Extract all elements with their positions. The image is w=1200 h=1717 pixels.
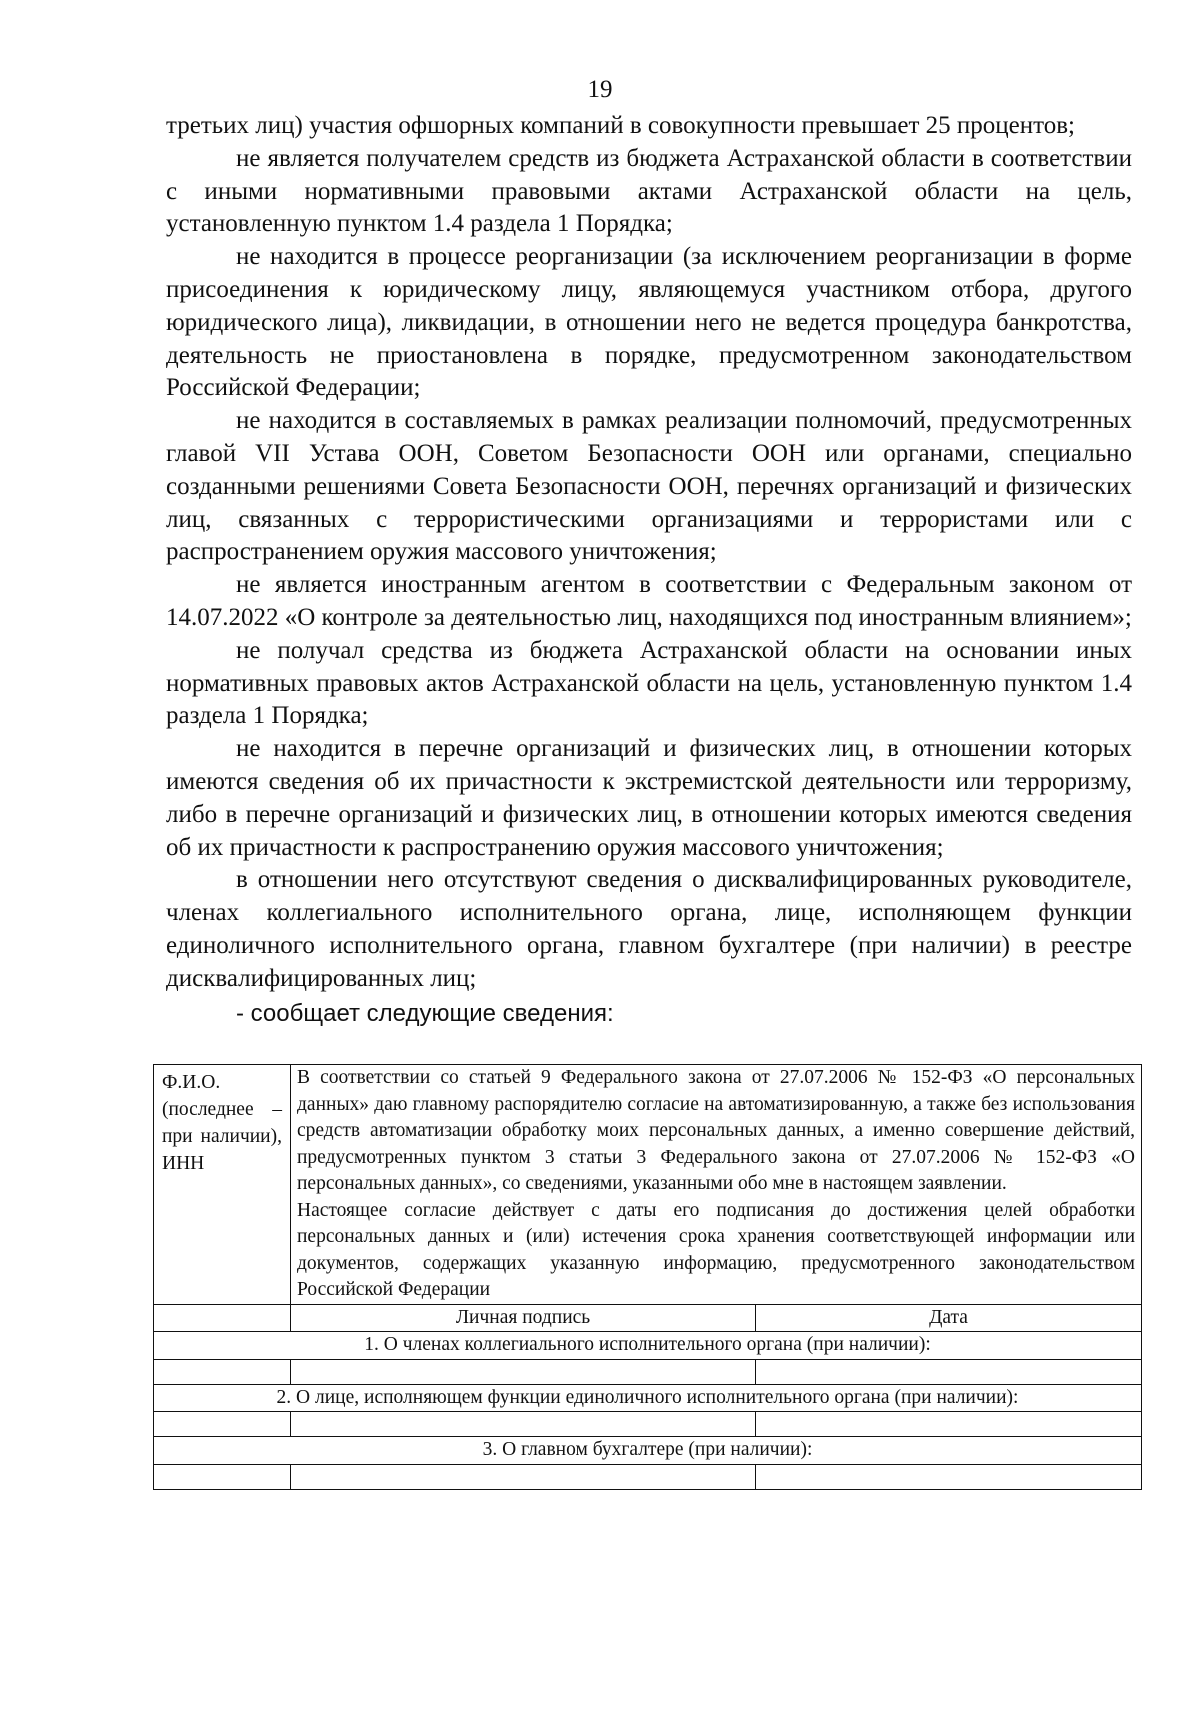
paragraph: не находится в составляемых в рамках реализации полномочий, предусмотренных главой VII Устава ООН, Советом Безопасности ООН или органами, специально созданными решениями Совета Безопасности ООН, перечнях организаций и физических лиц, связанных с террористическими организациями и террористами или с распространением оружия массового уничтожения; [166,407,1132,566]
fio-input-cell[interactable] [154,1304,291,1332]
date-label: Дата [756,1304,1142,1332]
table-row [154,1332,1142,1360]
document-body [166,110,1132,1030]
paragraph-lead-in: - сообщает следующие сведения: [236,999,614,1027]
paragraph: не находится в перечне организаций и физических лиц, в отношении которых имеются сведения об их причастности к экстремистской деятельности или терроризму, либо в перечне организаций и физических лиц, в отношении которых имеются сведения об их причастности к распространению оружия массового уничтожения; [166,735,1132,861]
paragraph: не находится в процессе реорганизации (за исключением реорганизации в форме присоединения к юридическому лицу, являющемуся участником отбора, другого юридического лица), ликвидации, в отношении него не ведется процедура банкротства, деятельность не приостановлена в порядке, предусмотренном законодательством Российской Федерации; [166,243,1132,402]
consent-cell [291,1065,1142,1305]
section-heading-sole-executive: 2. О лице, исполняющем функции единоличного исполнительного органа (при наличии): [154,1384,1142,1412]
table-row [154,1065,1142,1305]
empty-cell[interactable] [756,1412,1142,1437]
section-heading-chief-accountant: 3. О главном бухгалтере (при наличии): [154,1437,1142,1465]
empty-cell[interactable] [291,1359,756,1384]
empty-cell[interactable] [154,1464,291,1489]
empty-cell[interactable] [756,1359,1142,1384]
signature-label: Личная подпись [291,1304,756,1332]
page-number: 19 [587,76,613,103]
fio-label-cell: Ф.И.О. (последнее – при наличии), ИНН [154,1065,291,1305]
table-row [154,1359,1142,1384]
info-form-table [153,1064,1142,1490]
empty-cell[interactable] [154,1412,291,1437]
paragraph: не является иностранным агентом в соответствии с Федеральным законом от 14.07.2022 «О контроле за деятельностью лиц, находящихся под иностранным влиянием»; [166,571,1132,631]
empty-cell[interactable] [291,1412,756,1437]
table-row [154,1304,1142,1332]
consent-text: В соответствии со статьей 9 Федерального закона от 27.07.2006 № 152-ФЗ «О персональных данных» даю главному распорядителю согласие на автоматизированную, а также без использования средств автоматизации обработку моих персональных данных, а именно совершение действий, предусмотренных пунктом 3 статьи 3 Федерального закона от 27.07.2006 № 152-ФЗ «О персональных данных», со сведениями, указанными обо мне в настоящем заявлении. [297,1067,1136,1194]
paragraph: не получал средства из бюджета Астраханской области на основании иных нормативных правовых актов Астраханской области на цель, установленную пунктом 1.4 раздела 1 Порядка; [166,636,1132,730]
section-heading-collegial: 1. О членах коллегиального исполнительного органа (при наличии): [154,1332,1142,1360]
table-row [154,1384,1142,1412]
empty-cell[interactable] [154,1359,291,1384]
empty-cell[interactable] [291,1464,756,1489]
table-row [154,1464,1142,1489]
paragraph: не является получателем средств из бюджета Астраханской области в соответствии с иными нормативными правовыми актами Астраханской области на цель, установленную пунктом 1.4 раздела 1 Порядка; [166,144,1132,238]
empty-cell[interactable] [756,1464,1142,1489]
table-row [154,1412,1142,1437]
consent-validity-text: Настоящее согласие действует с даты его подписания до достижения целей обработки персональных данных и (или) истечения срока хранения соответствующей информации или документов, содержащих указанную информацию, предусмотренного законодательством Российской Федерации [297,1199,1136,1300]
paragraph: в отношении него отсутствуют сведения о дисквалифицированных руководителе, членах коллегиального исполнительного органа, лице, исполняющем функции единоличного исполнительного органа, главном бухгалтере (при наличии) в реестре дисквалифицированных лиц; [166,866,1132,992]
paragraph: третьих лиц) участия офшорных компаний в совокупности превышает 25 процентов; [166,112,1075,139]
table-row [154,1437,1142,1465]
